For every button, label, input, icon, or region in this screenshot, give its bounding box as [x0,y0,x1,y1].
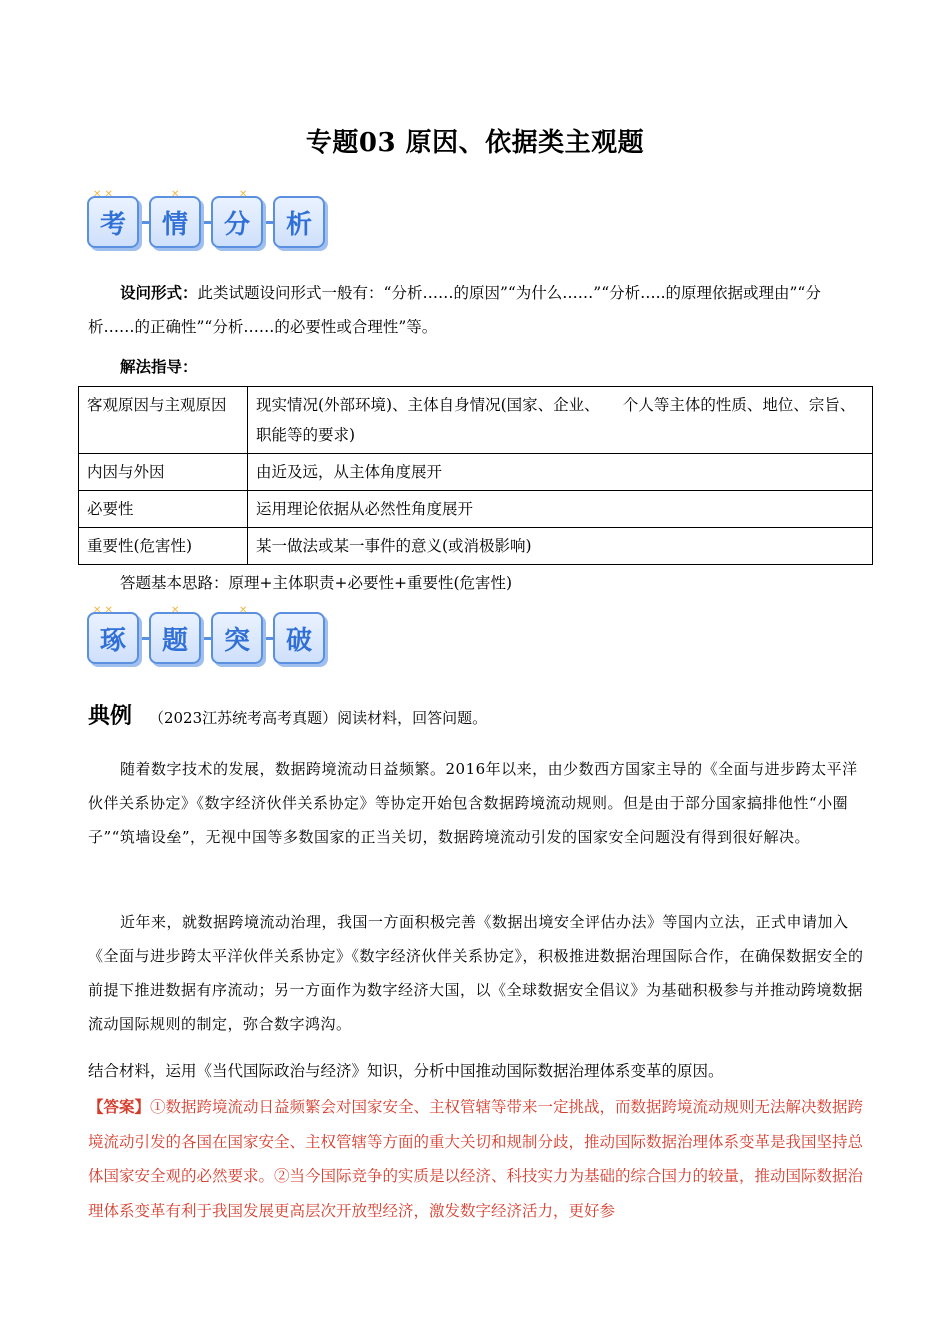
table-row [79,491,873,528]
header-tile: ✕ 分 [211,196,263,248]
method-guide-table [78,386,873,565]
table-cell: 现实情况(外部环境)、主体自身情况(国家、企业、 个人等主体的性质、地位、宗旨、职能等的要求) [248,387,873,454]
header-tile: ✕ ✕ 考 [87,196,139,248]
intro-paragraph [88,276,866,344]
table-cell: 客观原因与主观原因 [79,387,248,454]
intro-label: 设问形式： [120,283,198,302]
header-tile: ✕ 情 [149,196,201,248]
answer-text: ①数据跨境流动日益频繁会对国家安全、主权管辖等带来一定挑战，而数据跨境流动规则无法解决数据跨境流动引发的各国在国家安全、主权管辖等方面的重大关切和规制分歧，推动国际数据治理体系变革是我国坚持总体国家安全观的必然要求。②当今国际竞争的实质是以经济、科技实力为基础的综合国力的较量，推动国际数据治理体系变革有利于我国发展更高层次开放型经济，激发数字经济活力，更好参 [88,1098,864,1220]
example-source: （2023江苏统考高考真题）阅读材料，回答问题。 [148,709,488,727]
header-tile: 析 [273,196,325,248]
table-cell: 运用理论依据从必然性角度展开 [248,491,873,528]
intro-text: 此类试题设问形式一般有：“分析……的原因”“为什么……”“分析…..的原理依据或理由”“分析……的正确性”“分析……的必要性或合理性”等。 [88,284,821,336]
table-row [79,454,873,491]
table-cell: 内因与外因 [79,454,248,491]
material-paragraph-2: 近年来，就数据跨境流动治理，我国一方面积极完善《数据出境安全评估办法》等国内立法，正式申请加入《全面与进步跨太平洋伙伴关系协定》《数字经济伙伴关系协定》，积极推进数据治理国际合作，在确保数据安全的前提下推进数据有序流动；另一方面作为数字经济大国，以《全球数据安全倡议》为基础积极参与并推动跨境数据流动国际规则的制定，弥合数字鸿沟。 [88,913,864,1033]
table-cell: 由近及远，从主体角度展开 [248,454,873,491]
table-row [79,387,873,454]
header-tile: 破 [273,612,325,664]
header-tile: ✕ 题 [149,612,201,664]
section-header-breakthrough [87,605,325,664]
page-title: 专题03 原因、依据类主观题 [305,128,645,158]
header-tile: ✕ 突 [211,612,263,664]
table-cell: 必要性 [79,491,248,528]
answer-tag: 【答案】 [88,1097,151,1116]
answer-approach-summary: 答题基本思路：原理+主体职责+必要性+重要性(危害性) [120,574,513,592]
section-header-analysis [87,189,325,248]
answer-block [88,1090,866,1228]
table-row [79,528,873,565]
guide-heading: 解法指导： [120,357,198,376]
table-cell: 重要性(危害性) [79,528,248,565]
header-tile: ✕ ✕ 琢 [87,612,139,664]
question-text: 结合材料，运用《当代国际政治与经济》知识，分析中国推动国际数据治理体系变革的原因。 [88,1062,724,1080]
table-cell: 某一做法或某一事件的意义(或消极影响) [248,528,873,565]
example-heading [88,700,866,735]
material-paragraph-1: 随着数字技术的发展，数据跨境流动日益频繁。2016年以来，由少数西方国家主导的《全面与进步跨太平洋伙伴关系协定》《数字经济伙伴关系协定》等协定开始包含数据跨境流动规则。但是由于部分国家搞排他性“小圈子”“筑墙设垒”，无视中国等多数国家的正当关切，数据跨境流动引发的国家安全问题没有得到很好解决。 [88,760,858,846]
example-label: 典例 [88,704,133,729]
